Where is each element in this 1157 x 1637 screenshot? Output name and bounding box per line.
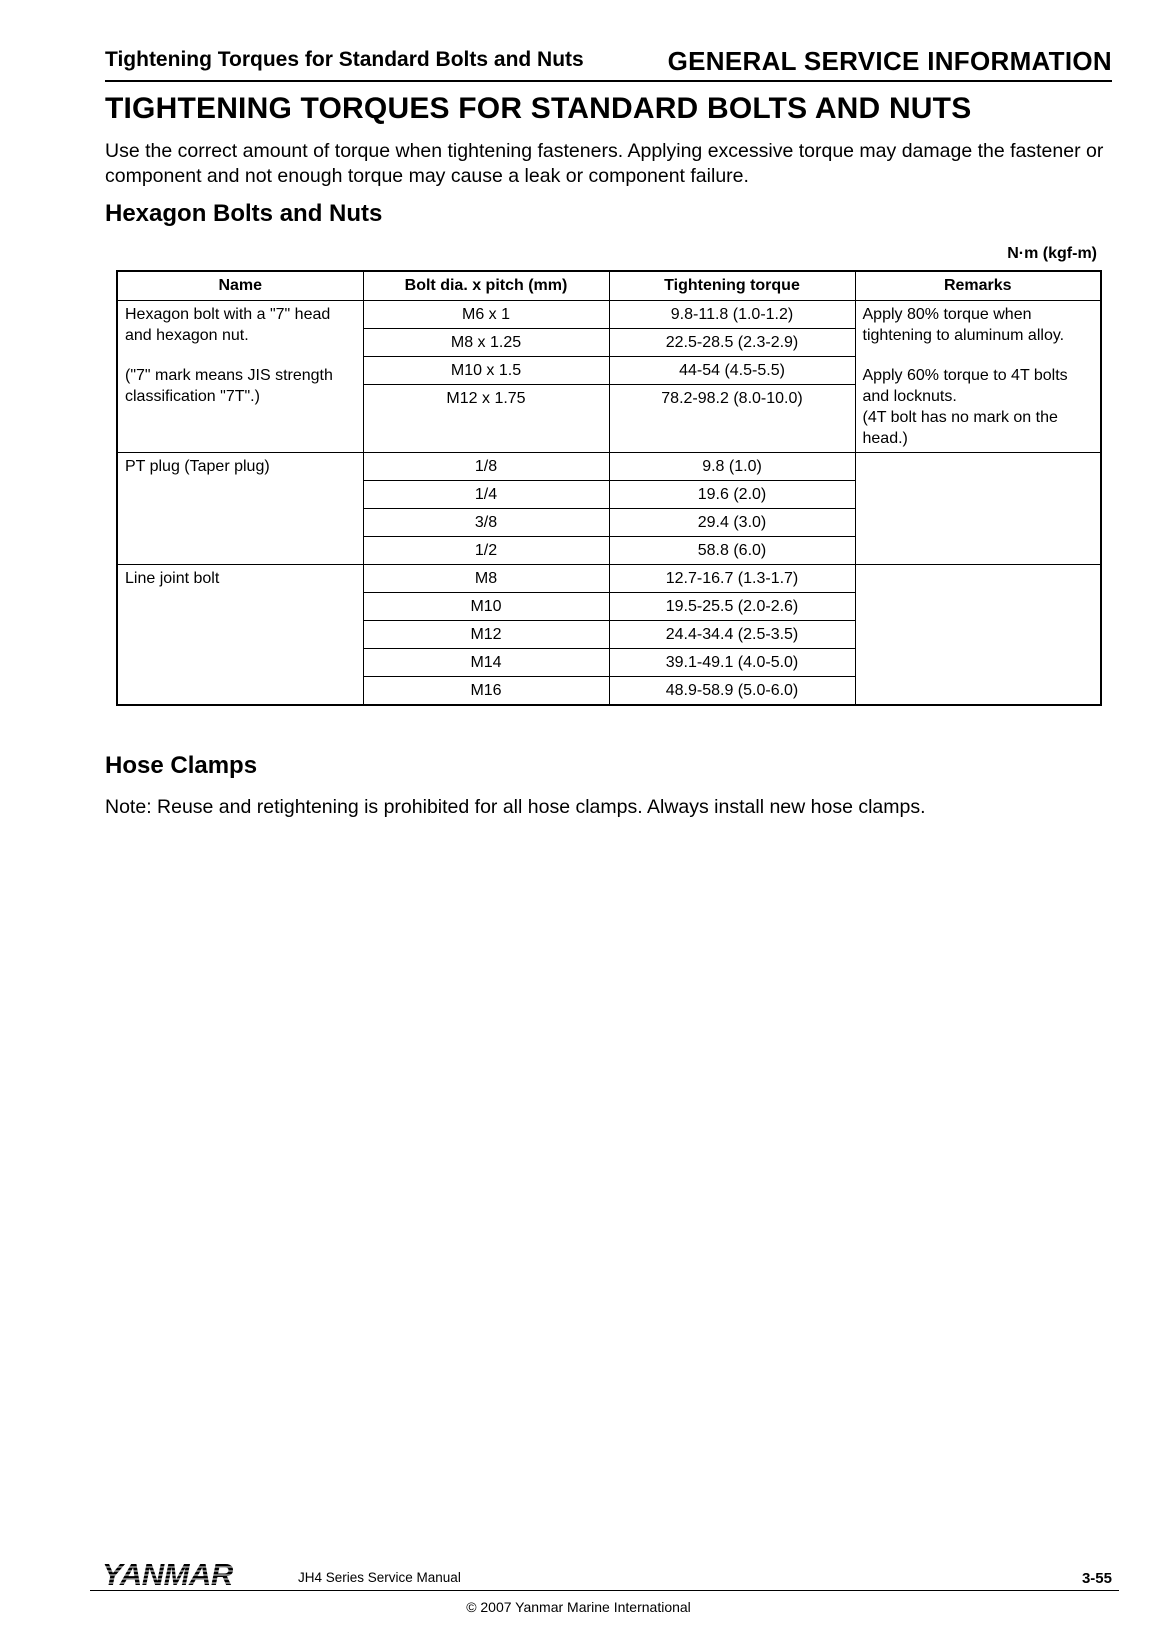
yanmar-logo-wordmark bbox=[100, 1560, 290, 1590]
group-name-cell: Line joint bolt bbox=[117, 565, 363, 706]
size-cell: M6 x 1 bbox=[363, 301, 609, 329]
remarks-cell bbox=[855, 565, 1101, 706]
remarks-cell bbox=[855, 453, 1101, 565]
running-header-chapter: GENERAL SERVICE INFORMATION bbox=[667, 46, 1112, 76]
torque-table bbox=[116, 270, 1102, 706]
torque-cell: 39.1-49.1 (4.0-5.0) bbox=[609, 649, 855, 677]
remark-4t: Apply 60% torque to 4T bolts and locknuts. bbox=[862, 367, 1068, 405]
torque-cell: 48.9-58.9 (5.0-6.0) bbox=[609, 677, 855, 706]
remark-4t-note: (4T bolt has no mark on the head.) bbox=[862, 409, 1058, 447]
torque-cell: 78.2-98.2 (8.0-10.0) bbox=[609, 385, 855, 453]
table-header-row bbox=[117, 271, 1101, 301]
torque-cell: 22.5-28.5 (2.3-2.9) bbox=[609, 329, 855, 357]
size-cell: M12 bbox=[363, 621, 609, 649]
size-cell: M16 bbox=[363, 677, 609, 706]
column-header-torque: Tightening torque bbox=[609, 271, 855, 301]
column-header-name: Name bbox=[117, 271, 363, 301]
size-cell: M10 bbox=[363, 593, 609, 621]
intro-paragraph: Use the correct amount of torque when tightening fasteners. Applying excessive torque may damage the fastener or component and not enough torque may cause a leak or component failure. bbox=[105, 140, 1104, 187]
running-header-section: Tightening Torques for Standard Bolts and Nuts bbox=[105, 48, 584, 71]
torque-cell: 12.7-16.7 (1.3-1.7) bbox=[609, 565, 855, 593]
page-number: 3-55 bbox=[1081, 1570, 1112, 1587]
footer-divider bbox=[90, 1590, 1119, 1591]
size-cell: M12 x 1.75 bbox=[363, 385, 609, 453]
hose-note: Note: Reuse and retightening is prohibited for all hose clamps. Always install new hose clamps. bbox=[105, 796, 926, 818]
group-name-note: ("7" mark means JIS strength classification "7T".) bbox=[125, 367, 333, 405]
logo-text: YANMAR bbox=[102, 1560, 233, 1590]
size-cell: M8 x 1.25 bbox=[363, 329, 609, 357]
torque-cell: 24.4-34.4 (2.5-3.5) bbox=[609, 621, 855, 649]
footer-manual-title: JH4 Series Service Manual bbox=[298, 1570, 461, 1585]
copyright: © 2007 Yanmar Marine International bbox=[466, 1599, 691, 1615]
torque-cell: 19.5-25.5 (2.0-2.6) bbox=[609, 593, 855, 621]
column-header-size: Bolt dia. x pitch (mm) bbox=[363, 271, 609, 301]
table-row bbox=[117, 301, 1101, 329]
remark-aluminum: Apply 80% torque when tightening to aluminum alloy. bbox=[862, 306, 1065, 344]
page-title: TIGHTENING TORQUES FOR STANDARD BOLTS AND NUTS bbox=[105, 92, 972, 125]
size-cell: 3/8 bbox=[363, 509, 609, 537]
remarks-cell bbox=[855, 301, 1101, 453]
group-name-cell: PT plug (Taper plug) bbox=[117, 453, 363, 565]
table-row bbox=[117, 453, 1101, 481]
size-cell: M8 bbox=[363, 565, 609, 593]
group-name-cell bbox=[117, 301, 363, 453]
column-header-remarks: Remarks bbox=[855, 271, 1101, 301]
torque-cell: 19.6 (2.0) bbox=[609, 481, 855, 509]
torque-cell: 9.8-11.8 (1.0-1.2) bbox=[609, 301, 855, 329]
table-row bbox=[117, 565, 1101, 593]
hose-heading: Hose Clamps bbox=[105, 752, 258, 779]
size-cell: 1/4 bbox=[363, 481, 609, 509]
size-cell: M14 bbox=[363, 649, 609, 677]
header-divider bbox=[105, 80, 1112, 82]
torque-cell: 9.8 (1.0) bbox=[609, 453, 855, 481]
torque-cell: 44-54 (4.5-5.5) bbox=[609, 357, 855, 385]
size-cell: 1/8 bbox=[363, 453, 609, 481]
size-cell: M10 x 1.5 bbox=[363, 357, 609, 385]
hexagon-heading: Hexagon Bolts and Nuts bbox=[105, 200, 383, 227]
torque-cell: 29.4 (3.0) bbox=[609, 509, 855, 537]
size-cell: 1/2 bbox=[363, 537, 609, 565]
group-name: Hexagon bolt with a "7" head and hexagon nut. bbox=[125, 306, 331, 344]
unit-label: N·m (kgf-m) bbox=[1007, 245, 1097, 262]
torque-cell: 58.8 (6.0) bbox=[609, 537, 855, 565]
